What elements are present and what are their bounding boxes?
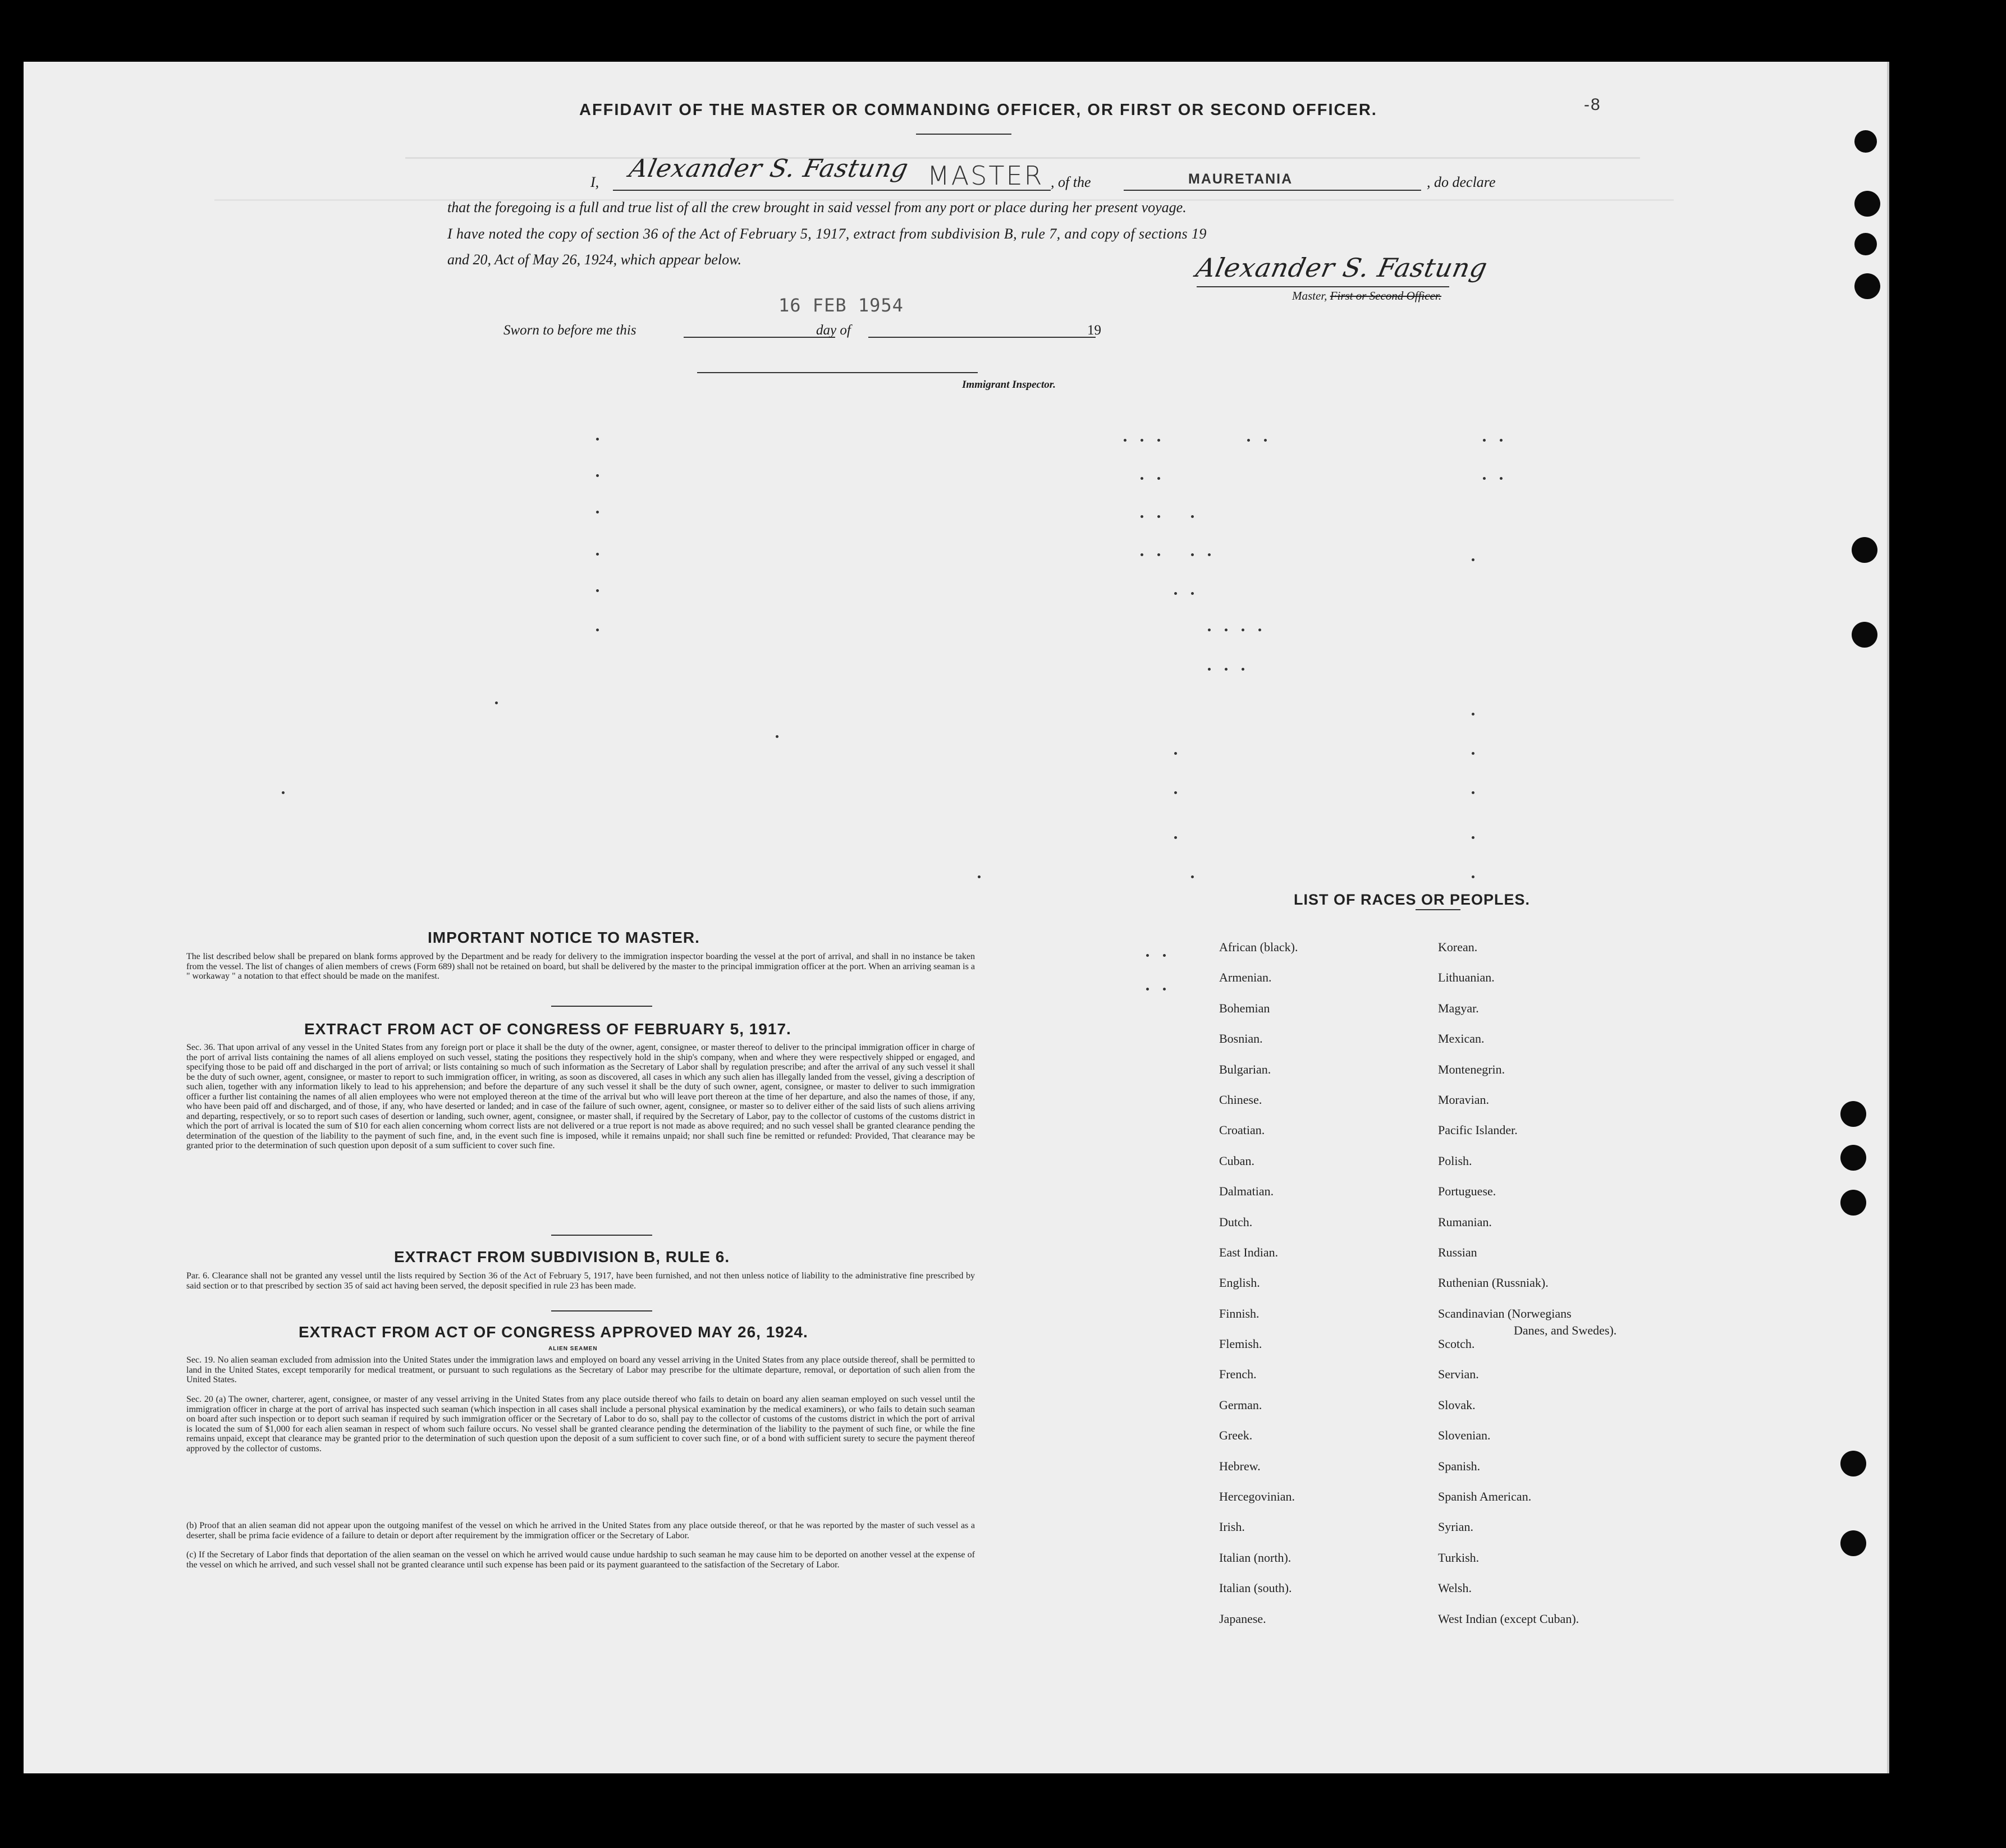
bleed-dot	[1174, 592, 1177, 595]
punch-hole	[1840, 1101, 1866, 1127]
bleed-dot	[776, 735, 778, 738]
punch-hole	[1852, 537, 1877, 563]
notice-heading: IMPORTANT NOTICE TO MASTER.	[428, 929, 700, 946]
bleed-dot	[596, 474, 599, 477]
bleed-dot	[1258, 629, 1261, 631]
rule6-text: Par. 6. Clearance shall not be granted any vessel until the lists required by Section 36 of the Act of February 5, 1917, have been furnished, and not then unless notice of liability to the administrative fine prescribed by said section or to that prescribed by section 35 of said act having been served, the deposit specified in rule 23 has been made.	[186, 1271, 975, 1291]
rule6-heading: EXTRACT FROM SUBDIVISION B, RULE 6.	[394, 1248, 730, 1265]
affidavit-heading: AFFIDAVIT OF THE MASTER OR COMMANDING OFFICER, OR FIRST OR SECOND OFFICER.	[579, 101, 1377, 119]
inspector-signature-line	[697, 372, 978, 373]
race-item: East Indian.	[1219, 1245, 1279, 1259]
race-item: Bosnian.	[1219, 1031, 1263, 1046]
bleed-dot	[1174, 836, 1177, 839]
race-item: Montenegrin.	[1438, 1062, 1505, 1076]
bleed-dot	[1247, 439, 1250, 442]
race-item: Croatian.	[1219, 1123, 1265, 1138]
bleed-dot	[1146, 988, 1149, 991]
declaration-line-1: that the foregoing is a full and true list of all the crew brought in said vessel from any port or place during her present voyage.	[447, 199, 1187, 215]
race-item: Magyar.	[1438, 1001, 1479, 1015]
race-item: Portuguese.	[1438, 1184, 1496, 1199]
race-item: German.	[1219, 1397, 1262, 1412]
race-item: Japanese.	[1219, 1611, 1266, 1626]
race-item: Greek.	[1219, 1428, 1253, 1443]
bleed-dot	[1225, 668, 1228, 671]
declaration-line-3: and 20, Act of May 26, 1924, which appear below.	[447, 251, 742, 268]
bleed-dot	[1174, 752, 1177, 755]
rank-handwritten: MASTER	[927, 161, 1044, 191]
vessel-name: MAURETANIA	[1188, 171, 1293, 187]
bleed-dot	[1208, 553, 1211, 556]
race-item: Mexican.	[1438, 1031, 1485, 1046]
race-item: Chinese.	[1219, 1092, 1262, 1107]
race-item: French.	[1219, 1367, 1257, 1382]
race-item: Syrian.	[1438, 1520, 1473, 1534]
bleed-dot	[1191, 515, 1194, 518]
bleed-dot	[1163, 954, 1166, 957]
declaration-line-2: I have noted the copy of section 36 of the Act of February 5, 1917, extract from subdivision B, rule 7, and copy of sections 19	[447, 226, 1207, 242]
bleed-dot	[1242, 629, 1244, 631]
bleed-dot	[1472, 752, 1474, 755]
extract-1917-heading: EXTRACT FROM ACT OF CONGRESS OF FEBRUARY 5, 1917.	[304, 1020, 791, 1038]
bleed-through-line	[405, 157, 1640, 159]
pronoun-i: I,	[590, 174, 599, 190]
bleed-dot	[1174, 791, 1177, 794]
bleed-dot	[1157, 439, 1160, 442]
punch-hole	[1840, 1190, 1866, 1216]
race-item: Armenian.	[1219, 970, 1272, 985]
stamp-date: 16 FEB 1954	[778, 295, 904, 316]
race-item: Dalmatian.	[1219, 1184, 1274, 1199]
corner-mark: -8	[1584, 95, 1601, 114]
document-page	[24, 62, 1889, 1773]
bleed-dot	[1141, 477, 1143, 480]
extract-1924-subheading: ALIEN SEAMEN	[548, 1346, 598, 1352]
bleed-dot	[1157, 477, 1160, 480]
race-item: Slovak.	[1438, 1397, 1476, 1412]
race-item: Spanish.	[1438, 1459, 1481, 1473]
race-item: Hebrew.	[1219, 1459, 1261, 1473]
bleed-dot	[1146, 954, 1149, 957]
race-item: Moravian.	[1438, 1092, 1490, 1107]
sworn-year: 19	[1087, 323, 1101, 338]
punch-hole	[1840, 1145, 1866, 1171]
bleed-dot	[1208, 668, 1211, 671]
race-item: West Indian (except Cuban).	[1438, 1611, 1579, 1626]
race-item: Pacific Islander.	[1438, 1123, 1518, 1138]
race-item: Lithuanian.	[1438, 970, 1495, 985]
bleed-dot	[1472, 836, 1474, 839]
bleed-dot	[1242, 668, 1244, 671]
sec20c-text: (c) If the Secretary of Labor finds that deportation of the alien seaman on the vessel on which he arrived would cause undue hardship to such seaman he may cause him to be deported on another vessel at the expense of the vessel on which he arrived, and such vessel shall not be granted clearance until such expense has been paid or its payment guaranteed to the satisfaction of the Secretary of Labor.	[186, 1550, 975, 1570]
race-item: Korean.	[1438, 940, 1478, 954]
signature-label-struck: First or Second Officer.	[1330, 289, 1441, 302]
bleed-dot	[978, 875, 981, 878]
bleed-dot	[1500, 439, 1503, 442]
bleed-dot	[1141, 439, 1143, 442]
bleed-dot	[1264, 439, 1267, 442]
bleed-dot	[1225, 629, 1228, 631]
sec19-text: Sec. 19. No alien seaman excluded from admission into the United States under the immigration laws and employed on board any vessel arriving in the United States from any place outside thereof, shall be permitted to land in the United States, except temporarily for medical treatment, or pursuant to such regulations as the Secretary of Labor may prescribe for the ultimate departure, removal, or deportation of such alien from the United States.	[186, 1355, 975, 1384]
bleed-dot	[1483, 439, 1486, 442]
bleed-dot	[596, 438, 599, 441]
races-heading-underline	[1416, 909, 1460, 910]
race-item: Italian (north).	[1219, 1550, 1291, 1565]
races-left-column	[1219, 940, 1298, 1642]
bleed-dot	[1472, 558, 1474, 561]
bleed-dot	[596, 589, 599, 592]
officer-name-signature: Alexander S. Fastung	[626, 154, 912, 183]
race-item: Dutch.	[1219, 1214, 1253, 1229]
extract-1917-text: Sec. 36. That upon arrival of any vessel in the United States from any foreign port or place it shall be the duty of the owner, agent, consignee, or master thereof to deliver to the principal immigration officer in charge of the port of arrival lists containing the names of all aliens employed on such vessel, stating the positions they respectively hold in the ship's company, when and where they were respectively shipped or engaged, and specifying those to be paid off and discharged in the port of arrival; or lists containing so much of such information as the Secretary of Labor shall by regulation prescribe; and after the arrival of any such vessel it shall be the duty of such owner, agent, consignee, or master to report to such immigration officer, in writing, as soon as discovered, all cases in which any such alien has illegally landed from the vessel, giving a description of such alien, together with any information likely to lead to his apprehension; and before the departure of any such vessel it shall be the duty of such owner, agent, consignee, or master to deliver to such immigration officer a further list containing the names of all alien employees who were not employed thereon at the time of the arrival but who will leave port thereon at the time of her departure, and also the names of those, if any, who have been paid off and discharged, and of those, if any, who have deserted or landed; and in case of the failure of such owner, agent, consignee, or master so to deliver either of the said lists of such aliens arriving and departing, respectively, or so to report such cases of desertion or landing, such owner, agent, consignee, or master shall, if required by the Secretary of Labor, pay to the collector of customs of the customs district in which the port of arrival is located the sum of $10 for each alien concerning whom correct lists are not delivered or a true report is not made as above required; and no such vessel shall be granted clearance pending the determination of the question of the liability to the payment of such fine, and, in the event such fine is imposed, while it remains unpaid; nor shall such fine be remitted or refunded: Provided, That clearance may be granted prior to the determination of such question upon deposit of a sum sufficient to cover such fine.	[186, 1043, 975, 1150]
signature-line	[1197, 286, 1449, 287]
rule6-rule	[551, 1310, 652, 1312]
sworn-day-line	[684, 337, 835, 338]
sworn-month-line	[868, 337, 1096, 338]
punch-hole	[1840, 1451, 1866, 1476]
signature-label-master: Master,	[1292, 289, 1327, 302]
of-the-label: , of the	[1051, 174, 1091, 190]
race-item: English.	[1219, 1276, 1260, 1290]
bleed-dot	[1157, 515, 1160, 518]
bleed-dot	[1191, 592, 1194, 595]
race-item: Russian	[1438, 1245, 1477, 1259]
notice-text: The list described below shall be prepared on blank forms approved by the Department and be ready for delivery to the immigration inspector boarding the vessel at the port of arrival, and shall in no instance be taken from the vessel. The list of changes of alien members of crews (Form 689) shall not be retained on board, but shall be delivered by the master to the principal immigration officer at the port. When an arriving seaman is a " workaway " a notation to that effect should be made on the manifest.	[186, 952, 975, 981]
races-right-column	[1438, 940, 1579, 1642]
sworn-prefix: Sworn to before me this	[503, 323, 636, 338]
punch-hole	[1854, 191, 1880, 217]
bleed-dot	[1483, 477, 1486, 480]
bleed-dot	[1191, 875, 1194, 878]
do-declare-label: , do declare	[1427, 174, 1496, 190]
bleed-dot	[1191, 553, 1194, 556]
race-item: Rumanian.	[1438, 1214, 1492, 1229]
race-item: African (black).	[1219, 940, 1298, 954]
race-item: Welsh.	[1438, 1581, 1472, 1595]
race-item: Spanish American.	[1438, 1489, 1532, 1504]
race-item: Scandinavian (Norwegians	[1438, 1306, 1572, 1320]
race-item: Ruthenian (Russniak).	[1438, 1276, 1549, 1290]
race-item: Flemish.	[1219, 1337, 1262, 1351]
bleed-dot	[1141, 515, 1143, 518]
race-item: Polish.	[1438, 1153, 1472, 1168]
bleed-dot	[1157, 553, 1160, 556]
sec20a-text: Sec. 20 (a) The owner, charterer, agent, consignee, or master of any vessel arriving in the United States from any place outside thereof who fails to detain on board any alien seaman employed on such vessel until the immigration officer in charge at the port of arrival has inspected such seaman (which inspection in all cases shall include a personal physical examination by the medical examiners), or who fails to detain such seaman on board after such inspection or to deport such seaman if required by such immigration officer or the Secretary of Labor to do so, shall pay to the collector of customs of the customs district in which the port of arrival is located the sum of $1,000 for each alien seaman in respect of whom such failure occurs. No vessel shall be granted clearance pending the determination of the liability to the payment of such fine, or while the fine remains unpaid, except that clearance may be granted prior to the determination of such question upon the deposit of a sum sufficient to cover such fine, or of a bond with sufficient surety to secure the payment thereof approved by the collector of customs.	[186, 1395, 975, 1453]
race-item: Hercegovinian.	[1219, 1489, 1295, 1504]
bleed-dot	[282, 791, 285, 794]
race-item: Irish.	[1219, 1520, 1245, 1534]
vessel-line	[1124, 190, 1421, 191]
punch-hole	[1854, 130, 1877, 153]
bleed-dot	[596, 511, 599, 513]
race-item: Finnish.	[1219, 1306, 1260, 1320]
sec20b-text: (b) Proof that an alien seaman did not appear upon the outgoing manifest of the vessel on which he arrived in the United States from any place outside thereof, or that he was reported by the master of such vessel as a deserter, shall be prima facie evidence of a failure to detain or deport after requirement by the immigration officer or the Secretary of Labor.	[186, 1521, 975, 1540]
bleed-dot	[1472, 875, 1474, 878]
races-heading: LIST OF RACES OR PEOPLES.	[1294, 891, 1531, 908]
extract-1917-rule	[551, 1235, 652, 1236]
bleed-dot	[1208, 629, 1211, 631]
race-item: Bulgarian.	[1219, 1062, 1271, 1076]
bleed-dot	[1163, 988, 1166, 991]
punch-hole	[1852, 622, 1877, 648]
punch-hole	[1854, 273, 1880, 299]
notice-rule	[551, 1006, 652, 1007]
extract-1924-heading: EXTRACT FROM ACT OF CONGRESS APPROVED MAY 26, 1924.	[299, 1323, 808, 1341]
bleed-dot	[596, 553, 599, 556]
race-item: Servian.	[1438, 1367, 1479, 1382]
heading-rule	[916, 134, 1011, 135]
race-item: Bohemian	[1219, 1001, 1270, 1015]
master-signature: Alexander S. Fastung	[1193, 253, 1491, 283]
race-item: Slovenian.	[1438, 1428, 1491, 1443]
bleed-dot	[1472, 791, 1474, 794]
sworn-day-label: day of	[816, 323, 851, 338]
inspector-label: Immigrant Inspector.	[962, 379, 1056, 391]
race-item: Scotch.	[1438, 1337, 1475, 1351]
race-item: Italian (south).	[1219, 1581, 1292, 1595]
bleed-dot	[1124, 439, 1126, 442]
bleed-dot	[596, 629, 599, 631]
race-item: Turkish.	[1438, 1550, 1480, 1565]
race-item: Cuban.	[1219, 1153, 1254, 1168]
bleed-dot	[1141, 553, 1143, 556]
signature-label	[1292, 289, 1441, 303]
race-item-scandinavian-continued: Danes, and Swedes).	[1514, 1323, 1617, 1337]
bleed-dot	[495, 701, 498, 704]
bleed-dot	[1472, 713, 1474, 716]
bleed-dot	[1500, 477, 1503, 480]
punch-hole	[1840, 1530, 1866, 1556]
punch-hole	[1854, 233, 1877, 255]
